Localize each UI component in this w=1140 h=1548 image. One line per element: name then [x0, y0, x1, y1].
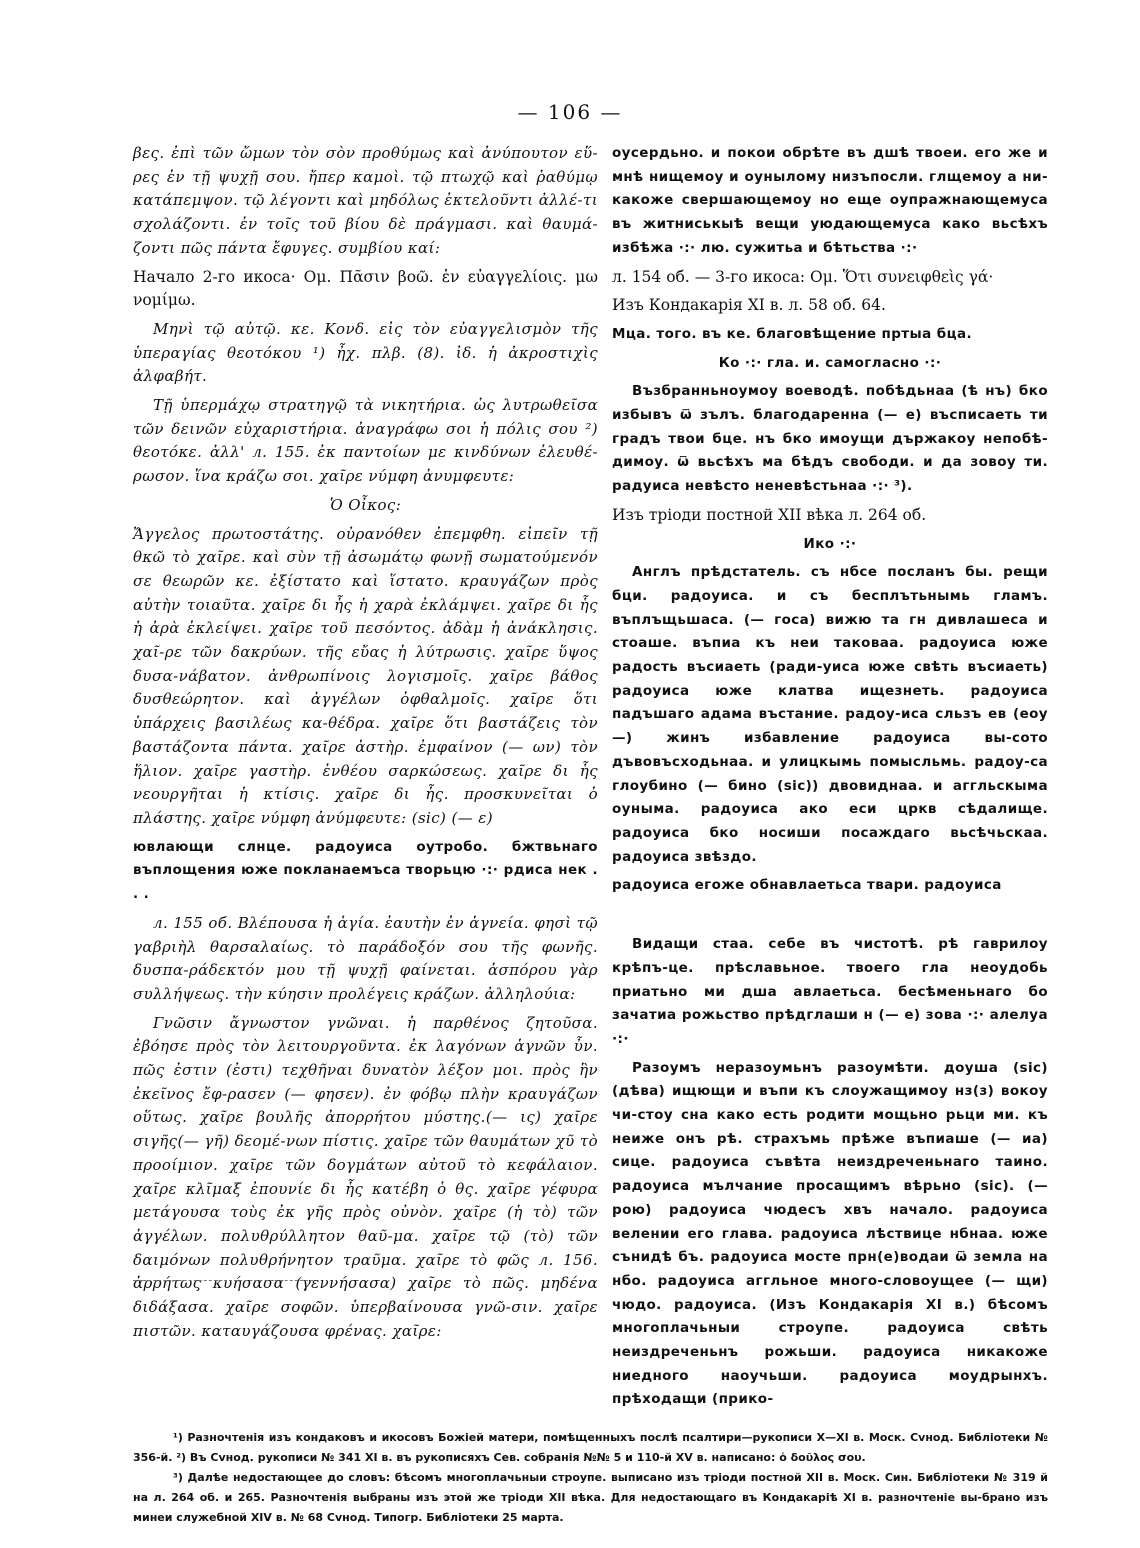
- right-paragraph: Изъ Кондакарія XI в. л. 58 об. 64.: [612, 296, 886, 315]
- left-heading: Ὁ Οἶκος:: [329, 495, 402, 514]
- spacer: [612, 903, 1048, 933]
- right-paragraph: Изъ тріоди постной XII вѣка л. 264 об.: [612, 505, 927, 524]
- right-paragraph: л. 154 об. — 3-го икоса: Ομ. Ὅτι συνειφθεὶς γά·: [612, 267, 994, 286]
- left-paragraph: л. 155 об. Βλέπουσα ἡ ἁγία. ἑαυτὴν ἐν ἁγνεία. φησὶ τῷ γαβριὴλ θαρσαλαίως. τὸ παράδοξόν σου τῆς φωνῆς. δυσπα-ράδεκτόν μου τῇ ψυχῇ φαίνεται. ἀσπόρου γὰρ συλλήψεως. τὴν κύησιν προλέγεις κράζων. ἀλληλούια:: [133, 913, 598, 1003]
- footnote: ³) Далѣе недостающее до словъ: бѣсомъ многоплачьныи строупе. выписано изъ тріоди постной XII в. Моск. Син. Библіотеки № 319 й на л. 264 об. и 265. Разночтенія выбраны изъ этой же тріоди XII вѣка. Для недостающаго въ Кондакаріѣ XI в. разночтеніе вы-брано изъ минеи служебной XIV в. № 68 Сvнод. Типогр. Библіотеки 25 марта.: [133, 1471, 1048, 1524]
- right-heading: Ко ·:· гла. и. самогласно ·:·: [718, 354, 942, 371]
- left-column: [133, 142, 598, 1348]
- left-paragraph: βες. ἐπὶ τῶν ὤμων τὸν σὸν προθύμως καὶ ἀνύπουτον εὕ-ρες ἐν τῇ ψυχῇ σου. ἤπερ καμοὶ. τῷ πτωχῷ καὶ ῥαθύμῳ κατάπεμψον. τῷ λέγοντι καὶ μηδόλως ἐκτελοῦντι ἀλλέ-τι σχολάζοντι. ἐν τοῖς τοῦ βίου δὲ πράγμασι. καὶ θαυμά-ζοντι πῶς πάντα ἔφυγες. συμβίου καί:: [133, 144, 598, 257]
- right-paragraph: Възбранньноумоу воеводѣ. побѣдьнаа (ѣ нъ) бко избывъ ѿ зълъ. благодаренна (— е) въсписаеть ти градъ твои бце. нъ бко имоущи държакоу непобѣ-димоу. ѿ вьсѣхъ ма бѣдъ свободи. и да зовоу ти. радуиса невѣсто неневѣстьнаа ·:· ³).: [612, 383, 1048, 495]
- right-paragraph: оусердьно. и покои обрѣте въ дшѣ твоеи. его же и мнѣ нищемоу и оунылому низъпосли. глщемоу а ни-какоже свершающемоу но еще оупражнающемуса въ житниськыѣ вещи уюдающемуса како вьсѣхъ избѣжа ·:· лю. сужитьа и бѣтьства ·:·: [612, 145, 1048, 256]
- footnote: ¹) Разночтенія изъ кондаковъ и икосовъ Божіей матери, помѣщенныхъ послѣ псалтири—рукописи X—XI в. Моск. Сvнод. Библіотеки № 356-й. ²) Въ Сvнод. рукописи № 341 XI в. въ рукописяхъ Сев. собранія №№ 5 и 110-й XV в. написано: ὁ δοῦλος σου.: [133, 1431, 1048, 1464]
- left-paragraph: Начало 2-го икоса· Ομ. Πᾶσιν βοῶ. ἐν εὐαγγελίοις. μω νομίμω.: [133, 267, 598, 310]
- left-paragraph: Ἄγγελος πρωτοστάτης. οὐρανόθεν ἐπεμφθη. εἰπεῖν τῇ θκῶ τὸ χαῖρε. καὶ σὺν τῇ ἀσωμάτῳ φωνῇ σωματούμενόν σε θεωρῶν κε. ἐξίστατο καὶ ἵστατο. κραυγάζων πρὸς αὐτὴν τοιαῦτα. χαῖρε δι ἧς ἡ χαρὰ ἐκλάμψει. χαῖρε δι ἧς ἡ ἀρὰ ἐκλείψει. χαῖρε τοῦ πεσόντος. ἀδὰμ ἡ ἀνάκλησις. χαῖ-ρε τῶν δακρύων. τῆς εὔας ἡ λύτρωσις. χαῖρε ὕψος δυσα-νάβατον. ἀνθρωπίνοις λογισμοῖς. χαῖρε βάθος δυσθεώρητον. καὶ ἀγγέλων ὀφθαλμοῖς. χαῖρε ὅτι ὑπάρχεις βασιλέως κα-θέδρα. χαῖρε ὅτι βαστάζεις τὸν βαστάζοντα πάντα. χαῖρε ἀστὴρ. ἐμφαίνον (— ων) τὸν ἥλιον. χαῖρε γαστὴρ. ἐνθέου σαρκώσεως. χαῖρε δι ἧς νεουργῆται ἡ κτίσις. χαῖρε δι ἧς. προσκυνεῖται ὁ πλάστης. χαῖρε νύμφη ἀνύμφευτε: (sic) (— ε): [133, 524, 598, 827]
- footnotes: [133, 1428, 1048, 1528]
- right-heading: Ико ·:·: [803, 535, 857, 552]
- right-paragraph: Видащи стаа. себе въ чистотѣ. рѣ гаврилоу крѣпъ-це. прѣславьное. твоего гла неоудобь приатьно ми дша авлаетьса. бесѣменьнаго бо зачатиа рожьство прѣдглаши н (— е) зова ·:· алелуа ·:·: [612, 936, 1048, 1047]
- page-number: — 106 —: [517, 100, 623, 124]
- right-paragraph: Англъ прѣдстатель. съ нбсе посланъ бы. рещи бци. радоуиса. и съ бесплътьнымь гламъ. въплъщьшаса. (— госа) вижю та гн дивлашеса и стоаше. въпиа къ неи таковаа. радоуиса юже радость въсиаеть (ради-уиса юже свѣть въсиаеть) радоуиса юже клатва ищезнеть. радоуиса падъшаго адама въстание. радоу-иса сльзъ ев (еоу —) жинъ избавление радоуиса вы-сото дъвовъсходьнаа. и улицкымь помысльмь. радоу-са глоубино (— бино (sic)) двовиднаа. и аггльскыма оуныма. радоуиса ако еси цркв сѣдалище. радоуиса бко носиши посаждаго вьсѣчьскаа. радоуиса звѣздо.: [612, 564, 1048, 865]
- right-paragraph: Разоумъ неразоумьнъ разоумѣти. доуша (sic) (дѣва) ищющи и въпи къ слоужащимоу нз(з) вокоу чи-стоу сна како есть родити мощьно рьци ми. къ неиже онъ рѣ. страхъмь прѣже въпиаше (— иа) сице. радоуиса съвѣта неиздреченьнаго таино. радоуиса мълчание просащимъ вѣрьно (sic). (— рою) радоуиса чюдесъ хвъ начало. радоуиса велении его глава. радоуиса лѣствице нбнаа. юже сънидѣ бъ. радоуиса мосте прн(е)водаи ѿ земла на нбо. радоуиса аггльное много-словоущее (— щи) чюдо. радоуиса. (Изъ Кондакарія XI в.) бѣсомъ многоплачьныи строупе. радоуиса свѣть неиздреченьнъ рожьши. радоуиса никакоже ниедного наоучьши. радоуиса моудрынхъ. прѣходащи (прико-: [612, 1059, 1048, 1408]
- left-paragraph: Τῇ ὑπερμάχῳ στρατηγῷ τὰ νικητήρια. ὡς λυτρωθεῖσα τῶν δεινῶν εὐχαριστήρια. ἀναγράφω σοι ἡ πόλις σου ²) θεοτόκε. ἀλλ' л. 155. ἐκ παντοίων με κινδύνων ἐλευθέ-ρωσον. ἵνα κράζω σοι. χαῖρε νύμφη ἀνυμφευτε:: [133, 396, 598, 486]
- left-paragraph: ювлающи слнце. радоуиса оутробо. бжтвьнаго въплощения юже покланаемъса творьцю ·:· рдиса нек . . .: [133, 838, 598, 903]
- right-paragraph: радоуиса егоже обнавлаетьса твари. радоуиса: [612, 877, 1002, 894]
- left-paragraph: Μηνὶ τῷ αὐτῷ. κε. Κονδ. εἰς τὸν εὐαγγελισμὸν τῆς ὑπεραγίας θεοτόκου ¹) ἦχ. πλβ. (8). ἰδ. ἡ ἀκροστιχὶς ἀλφαβήτ.: [133, 319, 598, 386]
- right-paragraph: Мца. того. въ ке. благовѣщение пртыа бца.: [612, 325, 973, 342]
- footnote-divider: [133, 1280, 313, 1281]
- right-column: [612, 142, 1048, 1417]
- left-paragraph: Γνῶσιν ἄγνωστον γνῶναι. ἡ παρθένος ζητοῦσα. ἐβόησε πρὸς τὸν λειτουργοῦντα. ἐκ λαγόνων ἁγνῶν ὖν. πῶς ἐστιν (ἐστι) τεχθῆναι δυνατὸν λέξον μοι. πρὸς ἣν ἐκεῖνος ἔφ-ρασεν (— φησεν). ἐν φόβῳ πλὴν κραυγάζων οὕτως. χαῖρε βουλῆς ἀπορρήτου μύστης.(— ις) χαῖρε σιγῆς(— γῆ) δεομέ-νων πίστις. χαῖρε τῶν θαυμάτων χῦ τὸ προοίμιον. χαῖρε τῶν δογμάτων αὐτοῦ τὸ κεφάλαιον. χαῖρε κλῖμαξ ἐπουνίε δι ἧς κατέβη ὁ θς. χαῖρε γέφυρα μετάγουσα τοὺς ἐκ γῆς πρὸς οὐνὸν. χαῖρε (ἡ τὸ) τῶν ἀγγέλων. πολυθρύλλητον θαῦ-μα. χαῖρε τῷ (τὸ) τῶν δαιμόνων πολυθρήνητον τραῦμα. χαῖρε τὸ φῶς л. 156. ἀρρήτως κυήσασα (γεννήσασα) χαῖρε τὸ πῶς. μηδένα διδάξασα. χαῖρε σοφῶν. ὑπερβαίνουσα γνῶ-σιν. χαῖρε πιστῶν. καταυγάζουσα φρένας. χαῖρε:: [133, 1013, 598, 1340]
